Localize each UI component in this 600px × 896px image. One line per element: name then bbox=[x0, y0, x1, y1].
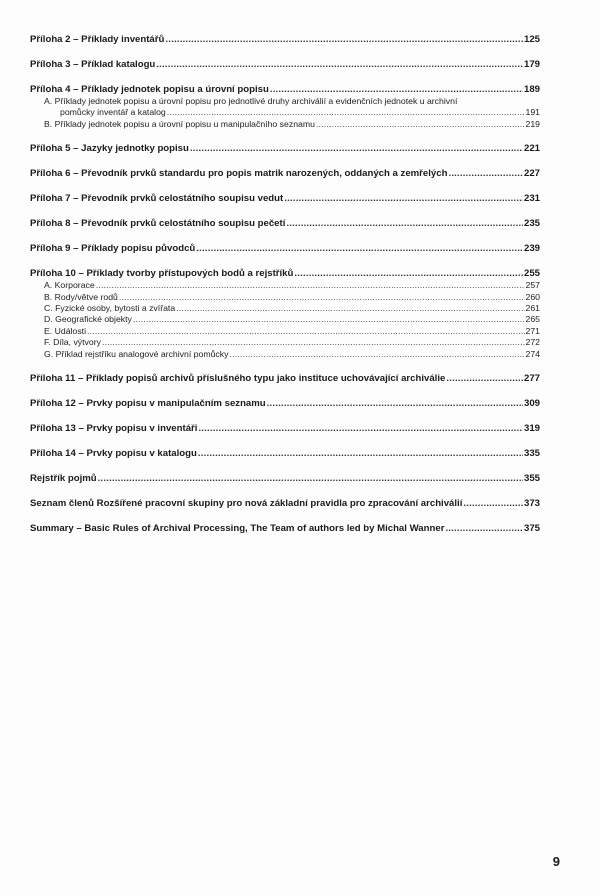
dot-leader bbox=[156, 59, 523, 71]
toc-entry-seznam[interactable] bbox=[30, 498, 540, 510]
toc-entry-priloha-14[interactable] bbox=[30, 448, 540, 460]
dot-leader bbox=[190, 143, 523, 155]
toc-entry-page: 257 bbox=[525, 280, 540, 291]
toc-entry-rejstrik[interactable] bbox=[30, 473, 540, 485]
dot-leader bbox=[463, 498, 523, 510]
toc-subentry-10g[interactable] bbox=[30, 349, 540, 360]
toc-entry-label: Příloha 6 – Převodník prvků standardu pro popis matrik narozených, oddaných a zemřelých bbox=[30, 168, 448, 180]
toc-entry-label: Příloha 3 – Příklad katalogu bbox=[30, 59, 156, 70]
dot-leader bbox=[119, 292, 525, 303]
toc-entry-label: Summary – Basic Rules of Archival Processing, The Team of authors led by Michal Wanner bbox=[30, 523, 445, 535]
toc-entry-label: Příloha 14 – Prvky popisu v katalogu bbox=[30, 448, 197, 460]
toc-entry-page: 239 bbox=[523, 243, 540, 255]
dot-leader bbox=[445, 523, 523, 535]
page-number: 9 bbox=[552, 854, 560, 869]
toc-entry-page: 231 bbox=[523, 193, 540, 205]
toc-subentry-10b[interactable] bbox=[30, 292, 540, 303]
toc-entry-priloha-2[interactable] bbox=[30, 34, 540, 46]
toc-subentry-10c[interactable] bbox=[30, 303, 540, 314]
toc-entry-label: pomůcky inventář a katalog bbox=[60, 107, 166, 118]
toc-entry-page: 235 bbox=[523, 218, 540, 230]
dot-leader bbox=[198, 423, 523, 435]
toc-entry-label: Seznam členů Rozšířené pracovní skupiny pro nová základní pravidla pro zpracování archiválií bbox=[30, 498, 463, 510]
toc-entry-page: 272 bbox=[525, 337, 540, 348]
toc-entry-label: Rejstřík pojmů bbox=[30, 473, 97, 485]
dot-leader bbox=[133, 314, 525, 325]
toc-entry-label: Příloha 10 – Příklady tvorby přístupových bodů a rejstříků bbox=[30, 268, 294, 280]
toc-entry-priloha-7[interactable] bbox=[30, 193, 540, 205]
toc-entry-label: E. Události bbox=[44, 325, 87, 336]
toc-subentry-10d[interactable] bbox=[30, 314, 540, 325]
toc-entry-page: 179 bbox=[523, 59, 540, 70]
toc-entry-summary[interactable] bbox=[30, 523, 540, 535]
dot-leader bbox=[316, 119, 525, 130]
toc-subentry-10e[interactable] bbox=[30, 326, 540, 337]
toc-entry-label: Příloha 9 – Příklady popisu původců bbox=[30, 243, 196, 255]
toc-entry-page: 355 bbox=[523, 473, 540, 485]
toc-subentry-4a[interactable] bbox=[30, 107, 540, 118]
dot-leader bbox=[294, 268, 523, 280]
toc-entry-priloha-10[interactable] bbox=[30, 268, 540, 280]
dot-leader bbox=[96, 280, 525, 291]
dot-leader bbox=[176, 303, 524, 314]
toc-entry-page: 319 bbox=[523, 423, 540, 435]
toc-entry-priloha-6[interactable] bbox=[30, 168, 540, 180]
toc-entry-priloha-5[interactable] bbox=[30, 143, 540, 155]
toc-entry-label: Příloha 11 – Příklady popisů archivů příslušného typu jako instituce uchovávající archiválie bbox=[30, 373, 446, 385]
toc-entry-page: 335 bbox=[523, 448, 540, 460]
toc-entry-priloha-4[interactable] bbox=[30, 84, 540, 96]
toc-entry-page: 373 bbox=[523, 498, 540, 510]
toc-entry-label: Příloha 7 – Převodník prvků celostátního soupisu vedut bbox=[30, 193, 284, 205]
toc-entry-page: 271 bbox=[525, 325, 540, 336]
toc-entry-page: 255 bbox=[523, 268, 540, 280]
toc-entry-page: 221 bbox=[523, 143, 540, 155]
toc-entry-page: 309 bbox=[523, 398, 540, 410]
toc-entry-label: Příloha 13 – Prvky popisu v inventáři bbox=[30, 423, 198, 435]
dot-leader bbox=[198, 448, 523, 460]
toc-entry-page: 219 bbox=[525, 118, 540, 129]
toc-subentry-10f[interactable] bbox=[30, 337, 540, 348]
toc-entry-label: Příloha 8 – Převodník prvků celostátního soupisu pečetí bbox=[30, 218, 286, 230]
toc-entry-page: 191 bbox=[525, 107, 540, 118]
toc-entry-priloha-12[interactable] bbox=[30, 398, 540, 410]
toc-entry-label: B. Příklady jednotek popisu a úrovní popisu u manipulačního seznamu bbox=[44, 118, 315, 129]
dot-leader bbox=[196, 243, 523, 255]
toc-entry-label: B. Rody/větve rodů bbox=[44, 291, 118, 302]
dot-leader bbox=[267, 398, 523, 410]
toc-entry-label: Příloha 4 – Příklady jednotek popisu a úrovní popisu bbox=[30, 84, 269, 95]
toc-entry-page: 265 bbox=[525, 314, 540, 325]
dot-leader bbox=[102, 337, 525, 348]
toc-entry-priloha-3[interactable] bbox=[30, 59, 540, 71]
toc-entry-page: 125 bbox=[523, 34, 540, 45]
toc-entry-page: 260 bbox=[525, 291, 540, 302]
table-of-contents bbox=[30, 34, 540, 535]
toc-subentry-4a-line1: A. Příklady jednotek popisu a úrovní popisu pro jednotlivé druhy archiválií a evidenčních jednotek u archivní bbox=[44, 96, 458, 106]
toc-entry-label: Příloha 2 – Příklady inventářů bbox=[30, 34, 165, 45]
dot-leader bbox=[167, 107, 525, 118]
dot-leader bbox=[270, 84, 523, 96]
dot-leader bbox=[446, 373, 523, 385]
toc-entry-priloha-9[interactable] bbox=[30, 243, 540, 255]
toc-entry-label: D. Geografické objekty bbox=[44, 314, 132, 325]
toc-subentry-4b[interactable] bbox=[30, 119, 540, 130]
toc-entry-page: 274 bbox=[525, 348, 540, 359]
toc-entry-label: F. Díla, výtvory bbox=[44, 337, 101, 348]
dot-leader bbox=[98, 473, 523, 485]
toc-entry-page: 189 bbox=[523, 84, 540, 95]
dot-leader bbox=[87, 326, 524, 337]
toc-entry-priloha-8[interactable] bbox=[30, 218, 540, 230]
toc-entry-label: Příloha 5 – Jazyky jednotky popisu bbox=[30, 143, 189, 155]
toc-entry-label: G. Příklad rejstříku analogové archivní pomůcky bbox=[44, 348, 229, 359]
toc-entry-page: 277 bbox=[523, 373, 540, 385]
dot-leader bbox=[448, 168, 523, 180]
dot-leader bbox=[286, 218, 523, 230]
dot-leader bbox=[229, 349, 524, 360]
toc-entry-priloha-13[interactable] bbox=[30, 423, 540, 435]
toc-entry-page: 227 bbox=[523, 168, 540, 180]
toc-entry-priloha-11[interactable] bbox=[30, 373, 540, 385]
dot-leader bbox=[165, 34, 523, 46]
toc-entry-label: Příloha 12 – Prvky popisu v manipulačním seznamu bbox=[30, 398, 266, 410]
toc-entry-page: 375 bbox=[523, 523, 540, 535]
dot-leader bbox=[284, 193, 523, 205]
toc-subentry-10a[interactable] bbox=[30, 280, 540, 291]
toc-entry-label: A. Korporace bbox=[44, 280, 95, 291]
toc-entry-label: C. Fyzické osoby, bytosti a zvířata bbox=[44, 303, 176, 314]
toc-entry-page: 261 bbox=[525, 303, 540, 314]
